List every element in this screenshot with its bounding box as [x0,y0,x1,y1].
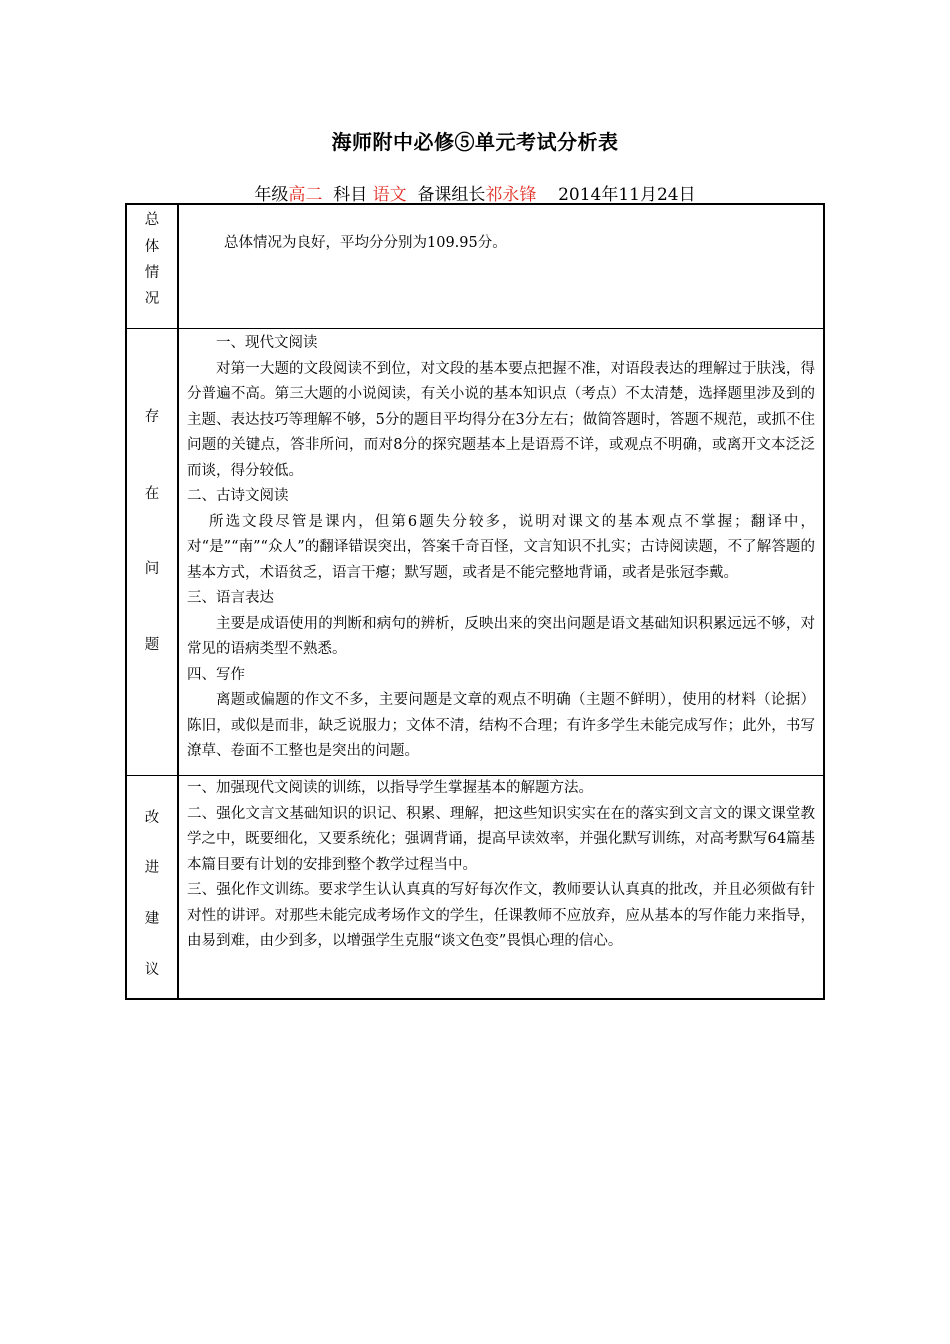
overall-label [127,205,179,328]
analysis-table [125,203,825,1000]
suggestions-label-char: 改 [144,810,160,826]
suggestion-3: 三、强化作文训练。要求学生认认真真的写好每次作文，教师要认认真真的批改，并且必须做有针对性的讲评。对那些未能完成考场作文的学生，任课教师不应放弃，应从基本的写作能力来指导，由易到难，由少到多，以增强学生克服“谈文色变”畏惧心理的信心。 [187,882,815,949]
problems-paragraph-3: 主要是成语使用的判断和病句的辨析，反映出来的突出问题是语文基础知识积累远远不够，对常见的语病类型不熟悉。 [187,615,815,657]
suggestions-label-char: 议 [144,962,160,978]
problems-heading-3: 三、语言表达 [187,590,274,606]
suggestions-label [127,776,179,998]
suggestions-label-char: 建 [144,911,160,927]
problems-label-char: 题 [144,637,160,653]
overall-row [127,205,823,329]
problems-label-char: 存 [144,409,160,425]
problems-paragraph-4: 离题或偏题的作文不多，主要问题是文章的观点不明确（主题不鲜明），使用的材料（论据）陈旧，或似是而非，缺乏说服力；文体不清，结构不合理；有许多学生未能完成写作；此外，书写潦草、卷面不工整也是突出的问题。 [187,692,815,759]
problems-heading-1: 一、现代文阅读 [216,335,318,351]
suggestion-2: 二、强化文言文基础知识的识记、积累、理解，把这些知识实实在在的落实到文言文的课文课堂教学之中，既要细化，又要系统化；强调背诵，提高早读效率，并强化默写训练，对高考默写64篇基本篇目要有计划的安排到整个教学过程当中。 [187,805,815,873]
problems-heading-4: 四、写作 [187,666,245,683]
suggestions-label-char: 进 [144,860,160,876]
overall-label-char: 总 [144,212,160,228]
leader-value: 祁永锋 [485,185,537,205]
suggestion-1: 一、加强现代文阅读的训练，以指导学生掌握基本的解题方法。 [187,780,593,796]
grade-value: 高二 [288,185,323,205]
problems-paragraph-1: 对第一大题的文段阅读不到位，对文段的基本要点把握不准，对语段表达的理解过于肤浅，得分普遍不高。第三大题的小说阅读，有关小说的基本知识点（考点）不太清楚，选择题里涉及到的主题、表达技巧等理解不够，5分的题目平均得分在3分左右；做简答题时，答题不规范，或抓不住问题的关键点，答非所问，而对8分的探究题基本上是语焉不详，或观点不明确，或离开文本泛泛而谈，得分较低。 [187,360,815,479]
problems-text [187,331,815,765]
subject-value: 语文 [372,185,407,205]
problems-row [127,329,823,776]
overall-text: 总体情况为良好，平均分分别为109.95分。 [224,235,507,251]
problems-heading-2: 二、古诗文阅读 [187,488,289,504]
suggestions-row [127,776,823,998]
problems-label-char: 问 [144,561,160,577]
overall-label-char: 情 [144,265,160,281]
header-meta [0,180,950,205]
overall-label-char: 况 [144,291,160,307]
grade-label: 年级 [254,185,289,205]
report-date: 2014年11月24日 [558,185,696,205]
suggestions-text [187,776,815,955]
subject-label: 科目 [333,185,368,205]
leader-label: 备课组长 [417,185,486,205]
problems-paragraph-2: 所选文段尽管是课内，但第6题失分较多，说明对课文的基本观点不掌握；翻译中，对“是”“南”“众人”的翻译错误突出，答案千奇百怪，文言知识不扎实；古诗阅读题，不了解答题的基本方式，术语贫乏，语言干瘪；默写题，或者是不能完整地背诵，或者是张冠李戴。 [187,513,815,581]
problems-label-char: 在 [144,486,160,502]
problems-label [127,329,179,775]
overall-label-char: 体 [144,239,160,255]
page-title: 海师附中必修⑤单元考试分析表 [331,130,619,154]
